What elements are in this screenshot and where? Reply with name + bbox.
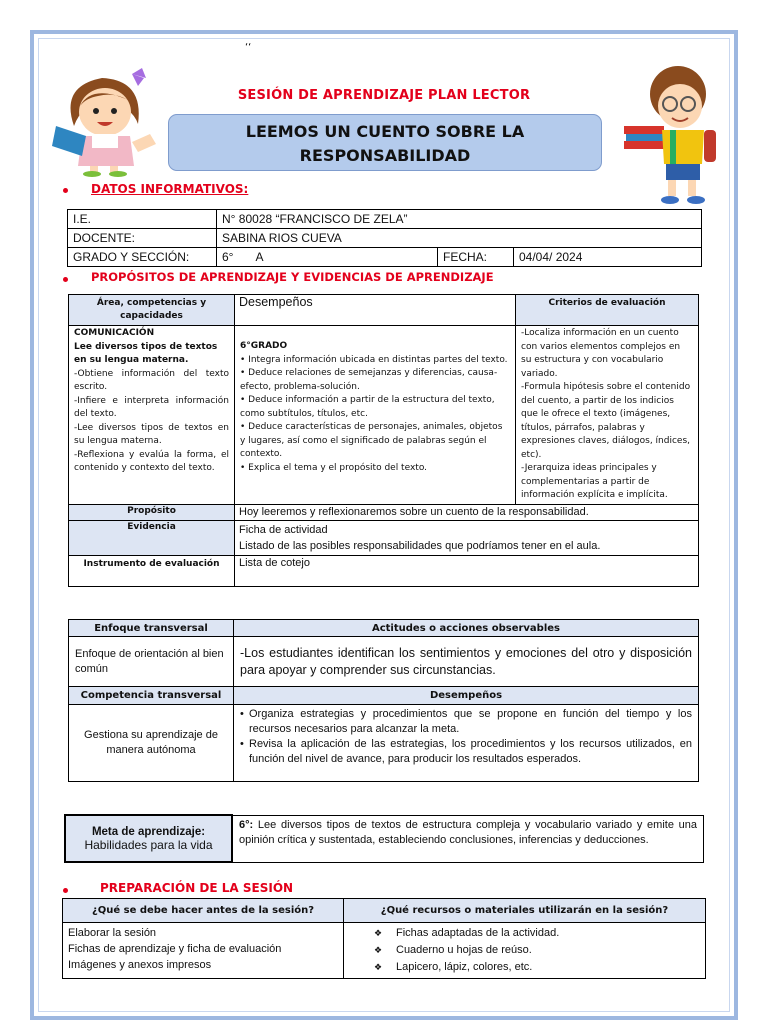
desempeno-5: • Explica el tema y el propósito del texto. bbox=[240, 462, 428, 473]
seccion-value: A bbox=[255, 250, 264, 264]
competencia: Lee diversos tipos de textos en su lengua materna. bbox=[74, 341, 218, 365]
grado-seccion-value bbox=[217, 248, 438, 267]
antes-header: ¿Qué se debe hacer antes de la sesión? bbox=[63, 899, 344, 923]
criterio-2: -Formula hipótesis sobre el contenido del cuento, a partir de los indicios que le ofrece el texto (imágenes, títulos, párrafos, palabras y expresiones claves, diálogos, índices, etc). bbox=[521, 382, 691, 460]
banner-line-1: LEEMOS UN CUENTO SOBRE LA bbox=[245, 122, 525, 141]
docente-label: DOCENTE: bbox=[68, 229, 217, 248]
area-name: COMUNICACIÓN bbox=[74, 328, 155, 338]
desempeno-3: • Deduce información a partir de la estructura del texto, como subtítulos, títulos, etc. bbox=[240, 395, 495, 419]
meta-grade: 6°: bbox=[239, 818, 254, 831]
antes-item-1: Elaborar la sesión bbox=[68, 927, 157, 939]
bullet-preparacion bbox=[63, 888, 68, 893]
fecha-label: FECHA: bbox=[438, 248, 514, 267]
recursos-cell bbox=[344, 923, 706, 979]
docente-value: SABINA RIOS CUEVA bbox=[217, 229, 702, 248]
desempenos-cell bbox=[235, 326, 516, 505]
desempeno-transversal-2: • Revisa la aplicación de las estrategias, los procedimientos y los recursos utilizados, en función del nivel de avance, para producir los resultados esperados. bbox=[240, 737, 692, 767]
meta-label: Meta de aprendizaje: bbox=[91, 825, 206, 838]
criterio-3: -Jerarquiza ideas principales y complementarias a partir de información explícita e implícita. bbox=[521, 463, 668, 500]
datos-table bbox=[67, 209, 702, 267]
meta-sublabel: Habilidades para la vida bbox=[84, 837, 213, 852]
criterios-cell bbox=[516, 326, 699, 505]
meta-table bbox=[64, 814, 704, 863]
top-mark: ‘‘ bbox=[245, 42, 252, 53]
meta-label-cell bbox=[65, 815, 232, 862]
recursos-list bbox=[374, 925, 697, 976]
preparacion-heading: PREPARACIÓN DE LA SESIÓN bbox=[100, 881, 294, 895]
antes-item-3: Imágenes y anexos impresos bbox=[68, 959, 212, 971]
competencia-transversal-value: Gestiona su aprendizaje de manera autónoma bbox=[69, 705, 234, 782]
recurso-item-2: ❖ Cuaderno u hojas de reúso. bbox=[374, 942, 697, 959]
enfoque-table bbox=[68, 619, 699, 782]
col-desempenos-header: Desempeños bbox=[235, 295, 516, 326]
evidencia-label: Evidencia bbox=[69, 521, 235, 556]
col-area-header: Área, competencias y capacidades bbox=[69, 295, 235, 326]
girl-reading-illustration bbox=[52, 66, 162, 178]
datos-heading: DATOS INFORMATIVOS: bbox=[91, 182, 249, 196]
grado-label: GRADO Y SECCIÓN: bbox=[68, 248, 217, 267]
capacidad-3: -Lee diversos tipos de textos en su lengua materna. bbox=[74, 422, 229, 446]
col-criterios-header: Criterios de evaluación bbox=[516, 295, 699, 326]
capacidad-2: -Infiere e interpreta información del texto. bbox=[74, 395, 229, 419]
desempeno-transversal-1: • Organiza estrategias y procedimientos que se propone en función del tiempo y los recursos necesarios para alcanzar la meta. bbox=[240, 707, 692, 737]
desempeno-4: • Deduce características de personajes, animales, objetos y lugares, así como el significado de palabras según el contexto. bbox=[240, 422, 503, 459]
propositos-heading: PROPÓSITOS DE APRENDIZAJE Y EVIDENCIAS DE APRENDIZAJE bbox=[91, 270, 494, 284]
instrumento-value: Lista de cotejo bbox=[235, 556, 699, 587]
bullet-datos bbox=[63, 188, 68, 193]
grado-value: 6° bbox=[222, 250, 234, 264]
evidencia-line-1: Ficha de actividad bbox=[239, 524, 328, 536]
ie-label: I.E. bbox=[68, 210, 217, 229]
instrumento-label: Instrumento de evaluación bbox=[69, 556, 235, 587]
banner-line-2: RESPONSABILIDAD bbox=[299, 146, 471, 165]
bullet-propositos bbox=[63, 277, 68, 282]
fecha-value: 04/04/ 2024 bbox=[514, 248, 702, 267]
criterio-1: -Localiza información en un cuento con varios elementos complejos en su estructura y con vocabulario variado. bbox=[521, 328, 681, 379]
evidencia-line-2: Listado de las posibles responsabilidades que podríamos tener en el aula. bbox=[239, 540, 601, 552]
meta-text-cell bbox=[232, 815, 704, 862]
actitud-value: -Los estudiantes identifican los sentimientos y emociones del otro y disposición para apoyar y comprender sus circunstancias. bbox=[234, 637, 699, 687]
enfoque-header: Enfoque transversal bbox=[69, 620, 234, 637]
area-cell bbox=[69, 326, 235, 505]
capacidad-1: -Obtiene información del texto escrito. bbox=[74, 368, 229, 392]
desempenos-transversal-list bbox=[240, 707, 692, 767]
proposito-value: Hoy leeremos y reflexionaremos sobre un cuento de la responsabilidad. bbox=[235, 504, 699, 521]
propositos-table bbox=[68, 294, 699, 587]
capacidad-4: -Reflexiona y evalúa la forma, el contenido y contexto del texto. bbox=[74, 449, 229, 473]
recurso-item-3: ❖ Lapicero, lápiz, colores, etc. bbox=[374, 959, 697, 976]
evidencia-cell bbox=[235, 521, 699, 556]
grado-label: 6°GRADO bbox=[240, 341, 288, 351]
boy-with-books-illustration bbox=[624, 64, 724, 206]
ie-value: N° 80028 “FRANCISCO DE ZELA” bbox=[217, 210, 702, 229]
desempeno-1: • Integra información ubicada en distintas partes del texto. bbox=[240, 354, 508, 365]
desempeno-2: • Deduce relaciones de semejanzas y diferencias, causa-efecto, problema-solución. bbox=[240, 368, 498, 392]
antes-cell bbox=[63, 923, 344, 979]
antes-item-2: Fichas de aprendizaje y ficha de evaluación bbox=[68, 943, 282, 955]
desempenos-transversal-cell bbox=[234, 705, 699, 782]
title-banner bbox=[168, 114, 602, 171]
actitudes-header: Actitudes o acciones observables bbox=[234, 620, 699, 637]
enfoque-value: Enfoque de orientación al bien común bbox=[69, 637, 234, 687]
desempenos-transversal-header: Desempeños bbox=[234, 687, 699, 705]
competencia-transversal-header: Competencia transversal bbox=[69, 687, 234, 705]
recurso-item-1: ❖ Fichas adaptadas de la actividad. bbox=[374, 925, 697, 942]
meta-text: Lee diversos tipos de textos de estructura compleja y vocabulario variado y emite una opinión crítica y sustentada, estableciendo conclusiones, inferencias y deducciones. bbox=[239, 818, 697, 846]
session-title: SESIÓN DE APRENDIZAJE PLAN LECTOR bbox=[237, 88, 531, 103]
preparacion-table bbox=[62, 898, 706, 979]
recursos-header: ¿Qué recursos o materiales utilizarán en la sesión? bbox=[344, 899, 706, 923]
proposito-label: Propósito bbox=[69, 504, 235, 521]
